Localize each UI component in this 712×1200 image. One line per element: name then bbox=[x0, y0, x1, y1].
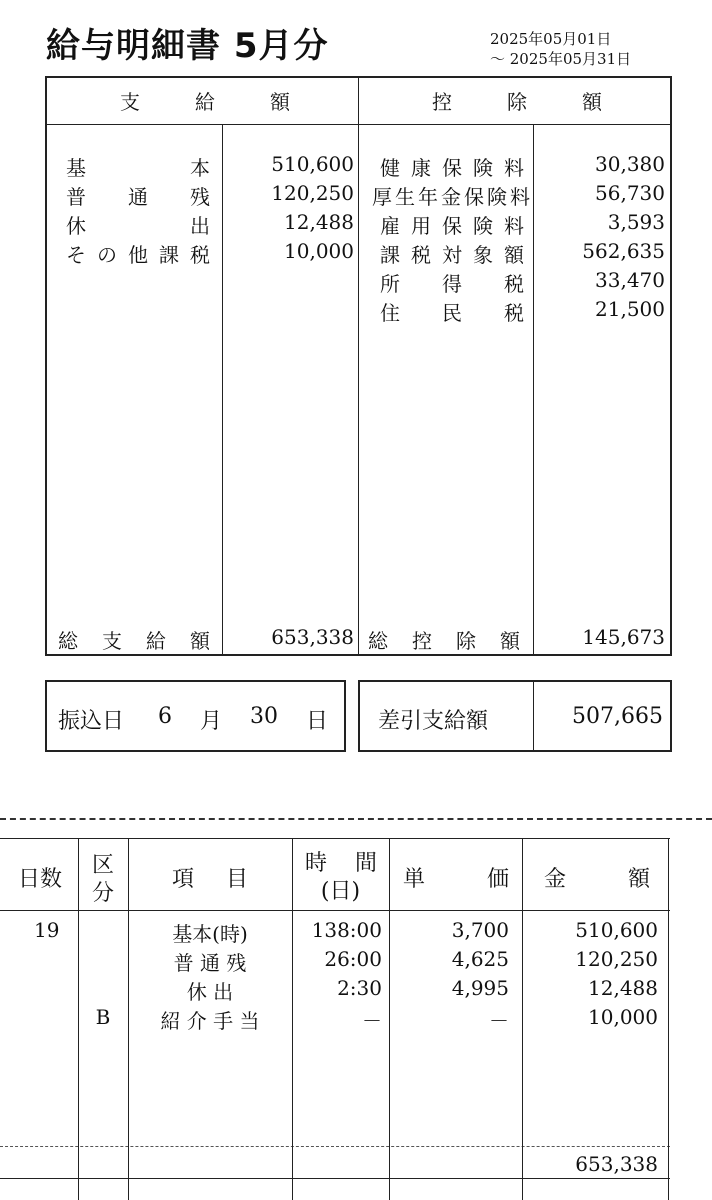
payment-amount-overtime: 120,250 bbox=[271, 181, 354, 205]
payment-amount-base: 510,600 bbox=[271, 152, 354, 176]
deduction-label-health: 健 康 保 険 料 bbox=[380, 156, 524, 180]
transfer-label: 振込日 bbox=[58, 709, 125, 734]
detail-row-kubun: B bbox=[95, 1005, 111, 1029]
detail-header-kubun-2: 分 bbox=[91, 881, 114, 906]
detail-total-amount: 653,338 bbox=[575, 1152, 658, 1176]
detail-row-amount: 12,488 bbox=[588, 976, 658, 1000]
deduction-header: 控 除 額 bbox=[432, 90, 602, 114]
detail-header-item: 項 目 bbox=[172, 867, 248, 892]
payment-label-holiday: 休 出 bbox=[66, 214, 210, 238]
payment-total-amount: 653,338 bbox=[271, 625, 354, 649]
detail-bottom-border bbox=[0, 1178, 670, 1179]
detail-row-unit-price: 3,700 bbox=[451, 918, 509, 942]
deduction-label-pension: 厚 生 年 金 保 険 料 bbox=[372, 185, 530, 209]
net-pay-amount: 507,665 bbox=[572, 704, 663, 729]
detail-row-amount: 510,600 bbox=[575, 918, 658, 942]
detail-top-border bbox=[0, 838, 670, 839]
net-pay-label: 差引支給額 bbox=[378, 709, 489, 734]
center-divider bbox=[358, 76, 359, 656]
deduction-label-employment: 雇 用 保 険 料 bbox=[380, 214, 524, 238]
transfer-month: 6 bbox=[158, 704, 172, 729]
detail-row-item: 基本(時) bbox=[172, 922, 248, 946]
cut-line bbox=[0, 818, 712, 820]
deduction-label-resident-tax: 住 民 税 bbox=[380, 301, 524, 325]
detail-header-kubun-1: 区 bbox=[91, 853, 114, 878]
detail-header-days: 日数 bbox=[18, 867, 63, 892]
deduction-label-taxable-base: 課 税 対 象 額 bbox=[380, 243, 524, 267]
detail-header-amount: 金 額 bbox=[544, 867, 650, 892]
detail-row-item: 休 出 bbox=[186, 980, 234, 1004]
detail-row-unit-price: 4,995 bbox=[451, 976, 509, 1000]
detail-header-hours-unit: (日) bbox=[320, 879, 361, 904]
transfer-date bbox=[58, 704, 338, 735]
detail-row-amount: 10,000 bbox=[588, 1005, 658, 1029]
detail-row-hours: 26:00 bbox=[324, 947, 382, 971]
detail-header-unit-price: 単 価 bbox=[403, 867, 509, 892]
detail-row-hours: － bbox=[362, 1009, 382, 1033]
detail-days-value: 19 bbox=[34, 918, 60, 942]
page-title: 給与明細書 5月分 bbox=[46, 26, 329, 66]
period-start: 2025年05月01日 bbox=[490, 30, 612, 48]
payment-amount-other-taxable: 10,000 bbox=[284, 239, 354, 263]
period-end: ～ 2025年05月31日 bbox=[490, 50, 632, 68]
detail-header-divider bbox=[0, 910, 670, 911]
payment-label-overtime: 普 通 残 bbox=[66, 185, 210, 209]
detail-row-unit-price: 4,625 bbox=[451, 947, 509, 971]
transfer-month-unit: 月 bbox=[200, 709, 223, 734]
transfer-day-unit: 日 bbox=[306, 709, 329, 734]
deduction-label-income-tax: 所 得 税 bbox=[380, 272, 524, 296]
detail-row-item: 紹 介 手 当 bbox=[160, 1009, 260, 1033]
deduction-amount-taxable-base: 562,635 bbox=[582, 239, 665, 263]
payment-header: 支 給 額 bbox=[120, 90, 290, 114]
detail-row-hours: 2:30 bbox=[337, 976, 382, 1000]
detail-header-hours: 時 間 bbox=[305, 851, 377, 876]
deduction-amount-resident-tax: 21,500 bbox=[595, 297, 665, 321]
detail-row-unit-price: － bbox=[489, 1009, 509, 1033]
detail-row-amount: 120,250 bbox=[575, 947, 658, 971]
detail-col-divider-6 bbox=[668, 838, 669, 1200]
detail-row-hours: 138:00 bbox=[311, 918, 382, 942]
payment-total-label: 総 支 給 額 bbox=[58, 629, 210, 653]
deduction-amount-pension: 56,730 bbox=[595, 181, 665, 205]
transfer-day: 30 bbox=[250, 704, 278, 729]
detail-row-item: 普 通 残 bbox=[173, 951, 247, 975]
deduction-amount-employment: 3,593 bbox=[607, 210, 665, 234]
deduction-total-label: 総 控 除 額 bbox=[368, 629, 520, 653]
payment-label-other-taxable: そ の 他 課 税 bbox=[66, 243, 210, 267]
payment-label-base: 基 本 bbox=[66, 156, 210, 180]
detail-total-divider bbox=[0, 1146, 670, 1147]
deduction-amount-health: 30,380 bbox=[595, 152, 665, 176]
deduction-amount-income-tax: 33,470 bbox=[595, 268, 665, 292]
payment-amount-holiday: 12,488 bbox=[284, 210, 354, 234]
deduction-total-amount: 145,673 bbox=[582, 625, 665, 649]
